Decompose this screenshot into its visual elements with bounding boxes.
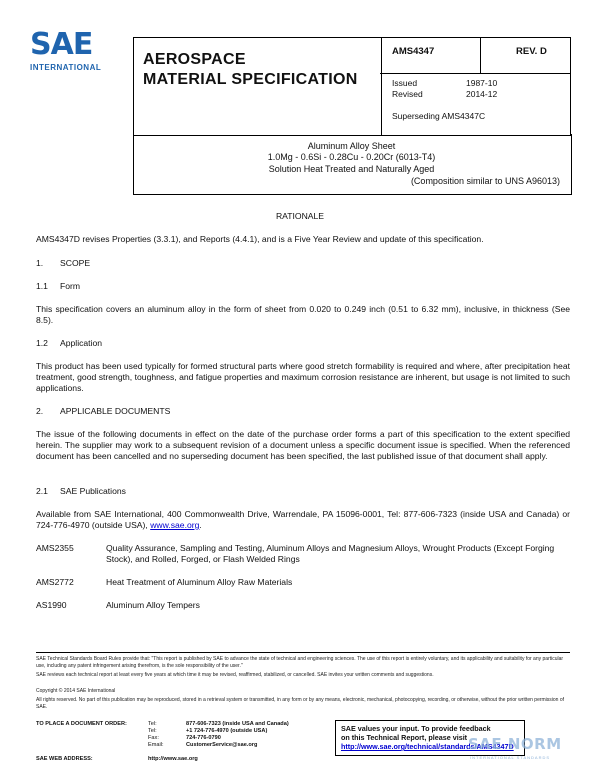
material-title-line1: Aluminum Alloy Sheet — [307, 141, 396, 151]
order-heading: TO PLACE A DOCUMENT ORDER: — [36, 721, 127, 727]
reference-code: AS1990 — [36, 600, 67, 610]
reference-description: Heat Treatment of Aluminum Alloy Raw Materials — [106, 577, 293, 587]
logo-subtext: INTERNATIONAL — [30, 63, 102, 72]
tel-label: Tel: — [148, 728, 157, 734]
rationale-heading: RATIONALE — [275, 211, 325, 221]
section-2-heading — [36, 406, 170, 416]
issued-date: 1987-10 — [466, 78, 498, 88]
period: . — [199, 520, 202, 530]
doc-info-divider — [480, 37, 481, 73]
sae-website-link[interactable]: www.sae.org — [150, 520, 200, 530]
tel-label: Tel: — [148, 721, 157, 727]
section-1-2-text: This product has been used typically for formed structural parts where good stretch formability is required and where, after precipitation heat treatment, good strength, toughness, and fatigue properties and maximum corrosion resistance are inherent, but usage is not limited to such applications. — [36, 361, 570, 393]
email-value[interactable]: CustomerService@sae.org — [186, 742, 258, 748]
section-title: Form — [60, 281, 81, 291]
section-number: 1. — [36, 258, 44, 268]
tel-value[interactable]: 877-606-7323 (inside USA and Canada) — [186, 721, 289, 727]
feedback-line1: SAE values your input. To provide feedback — [341, 724, 491, 733]
section-number: 1.2 — [36, 338, 48, 348]
section-1-1-heading — [36, 281, 80, 291]
section-2-1-text — [36, 509, 570, 531]
section-title: APPLICABLE DOCUMENTS — [60, 406, 171, 416]
superseding-note: Superseding AMS4347C — [392, 111, 486, 121]
section-2-1-heading — [36, 486, 126, 496]
footer-review-note: SAE reviews each technical report at least every five years at which time it may be revised, reaffirmed, stabilized, or cancelled. SAE invites your written comments and suggestions. — [36, 672, 434, 678]
section-title: SAE Publications — [60, 486, 126, 496]
fax-label: Fax: — [148, 735, 159, 741]
watermark-subtext: INTERNATIONAL STANDARDS — [470, 755, 551, 760]
logo-text: SAE — [30, 27, 93, 62]
section-1-heading — [36, 258, 90, 268]
section-number: 2. — [36, 406, 44, 416]
publications-address: Available from SAE International, 400 Commonwealth Drive, Warrendale, PA 15096-0001, Tel: 877-606-7323 (inside USA and Canada) or 724-776-4970 (outside USA), — [36, 509, 570, 530]
spec-type-title — [143, 50, 358, 90]
issued-label: Issued — [392, 78, 418, 88]
email-label: Email: — [148, 742, 164, 748]
section-title: Application — [60, 338, 103, 348]
material-title-line2: 1.0Mg - 0.6Si - 0.28Cu - 0.20Cr (6013-T4) — [267, 152, 436, 162]
footer-rights: All rights reserved. No part of this publication may be reproduced, stored in a retrieval system or transmitted, in any form or by any means, electronic, mechanical, photocopying, recording, or otherwise, without the prior written permission of SAE. — [36, 697, 565, 710]
spec-type-line2: MATERIAL SPECIFICATION — [143, 71, 358, 88]
feedback-line2: on this Technical Report, please visit — [341, 733, 468, 742]
rationale-text: AMS4347D revises Properties (3.3.1), and Reports (4.4.1), and is a Five Year Review and update of this specification. — [36, 234, 484, 244]
reference-description: Quality Assurance, Sampling and Testing, Aluminum Alloys and Magnesium Alloys, Wrought Products (Except Forging Stock), and Rolled, Forged, or Flash Welded Rings — [106, 543, 555, 564]
section-number: 2.1 — [36, 486, 48, 496]
footer-divider — [36, 652, 570, 653]
fax-value: 724-776-0790 — [186, 735, 221, 741]
revised-date: 2014-12 — [466, 89, 498, 99]
material-title-line4: (Composition similar to UNS A96013) — [410, 176, 560, 186]
section-title: SCOPE — [60, 258, 91, 268]
revised-label: Revised — [392, 89, 423, 99]
sae-logo — [30, 27, 132, 88]
feedback-link[interactable]: http://www.sae.org/technical/standards/AMS4347D — [341, 742, 514, 751]
web-heading: SAE WEB ADDRESS: — [36, 756, 93, 762]
footer-copyright: Copyright © 2014 SAE International — [36, 688, 116, 694]
watermark-text: SAE NORM — [468, 735, 562, 753]
tel-value[interactable]: +1 724-776-4970 (outside USA) — [186, 728, 268, 734]
document-number: AMS4347 — [392, 46, 435, 57]
revision-label: REV. D — [516, 46, 547, 57]
reference-description: Aluminum Alloy Tempers — [106, 600, 200, 610]
web-address[interactable]: http://www.sae.org — [148, 756, 198, 762]
reference-code: AMS2355 — [36, 543, 74, 553]
section-1-2-heading — [36, 338, 102, 348]
material-title-line3: Solution Heat Treated and Naturally Aged — [268, 164, 435, 174]
footer-board-rules: SAE Technical Standards Board Rules provide that: "This report is published by SAE to advance the state of technical and engineering sciences. The use of this report is entirely voluntary, and its applicability and suitability for any particular use, including any patent infringement arising therefrom, is the sole responsibility of the user." — [36, 656, 564, 669]
section-number: 1.1 — [36, 281, 48, 291]
spec-type-line1: AEROSPACE — [143, 51, 246, 68]
reference-code: AMS2772 — [36, 577, 74, 587]
section-2-text: The issue of the following documents in effect on the date of the purchase order forms a part of this specification to the extent specified herein. The supplier may work to a subsequent revision of a document unless a specific document issue is specified. When the referenced document has been cancelled and no superseding document has been specified, the last published issue of that document shall apply. — [36, 429, 570, 461]
section-1-1-text: This specification covers an aluminum alloy in the form of sheet from 0.020 to 0.249 inch (0.51 to 6.32 mm), inclusive, in thickness (See 8.5). — [36, 304, 570, 325]
